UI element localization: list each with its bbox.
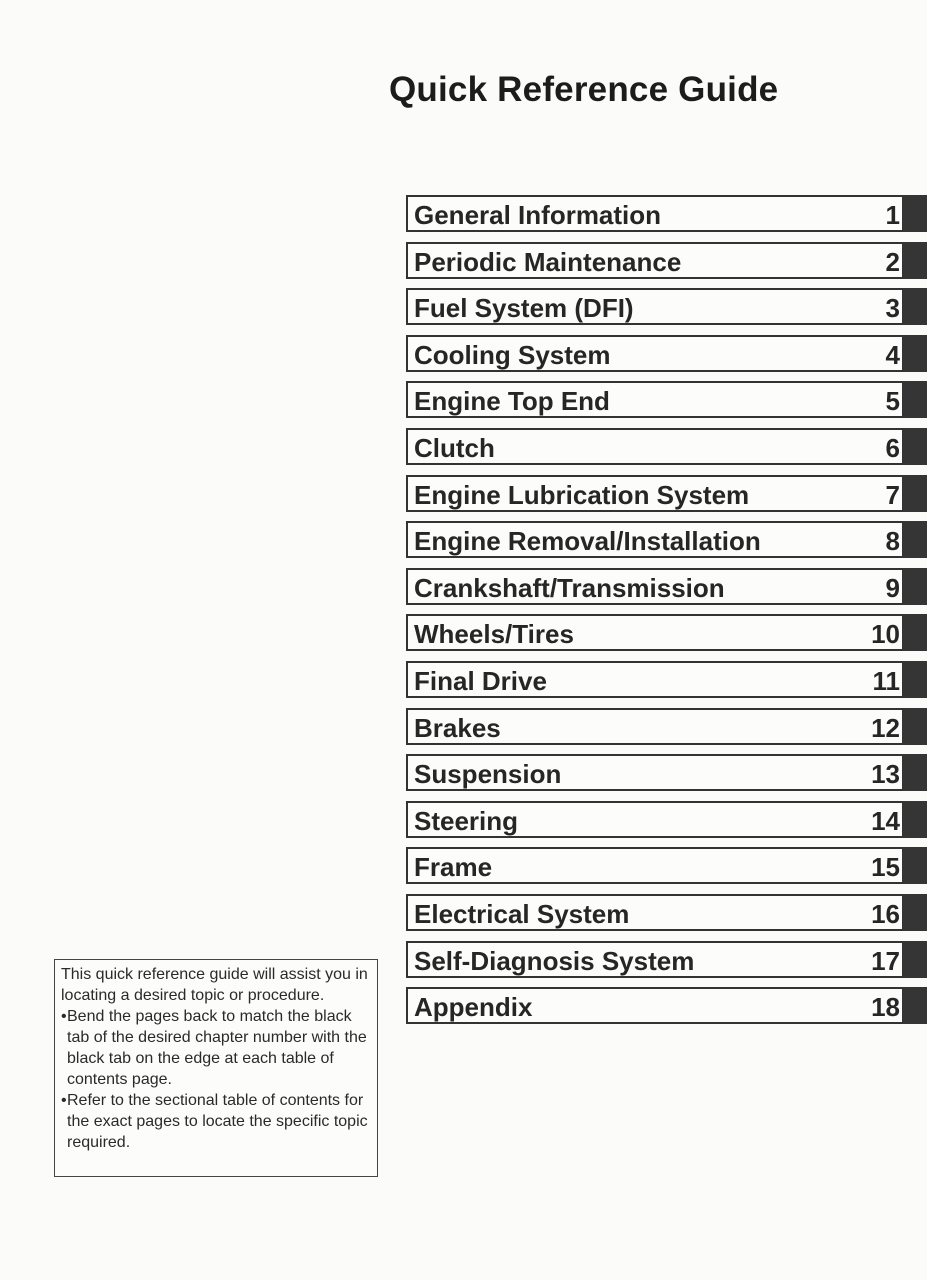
chapter-label: Suspension [414,759,562,790]
chapter-tab [903,894,927,931]
chapter-box [406,847,904,884]
chapter-number: 14 [871,805,900,836]
chapter-box [406,708,904,745]
chapter-tab [903,708,927,745]
chapter-row-brakes[interactable] [406,708,927,745]
chapter-label: Final Drive [414,666,547,696]
chapter-label: Wheels/Tires [414,619,574,650]
chapter-label: Periodic Maintenance [414,246,682,277]
chapter-row-general-information[interactable] [406,195,927,232]
chapter-tab [903,335,927,372]
chapter-row-suspension[interactable] [406,754,927,791]
chapter-box [406,195,904,232]
chapter-number: 6 [885,433,900,463]
chapter-number: 4 [885,339,900,370]
chapter-box [406,754,904,791]
chapter-tab [903,475,927,512]
note-bullet [61,1090,377,1153]
chapter-number: 15 [871,852,900,883]
chapter-label: Cooling System [414,339,611,370]
chapter-label: General Information [414,200,662,230]
chapter-label: Crankshaft/Transmission [414,572,725,603]
chapter-box [406,521,904,558]
chapter-tab [903,521,927,558]
note-intro: This quick reference guide will assist you in locating a desired topic or procedure. [61,966,368,1004]
chapter-row-clutch[interactable] [406,428,927,465]
chapter-tab [903,614,927,651]
chapter-tab [903,428,927,465]
chapter-number: 10 [871,619,900,650]
chapter-row-wheels-tires[interactable] [406,614,927,651]
chapter-label: Fuel System (DFI) [414,293,634,324]
chapter-row-engine-lubrication-system[interactable] [406,475,927,512]
chapter-number: 7 [885,479,900,510]
chapter-label: Steering [414,805,519,836]
chapter-box [406,614,904,651]
chapter-row-self-diagnosis-system[interactable] [406,941,927,978]
chapter-tab [903,568,927,605]
chapter-number: 13 [871,759,900,790]
chapter-tab [903,195,927,232]
note-bullet-text: Refer to the sectional table of contents for the exact pages to locate the specific topic required. [67,1092,368,1151]
chapter-label: Appendix [414,992,533,1023]
chapter-row-engine-top-end[interactable] [406,381,927,418]
chapter-row-electrical-system[interactable] [406,894,927,931]
chapter-box [406,568,904,605]
chapter-label: Engine Top End [414,386,610,417]
chapter-label: Self-Diagnosis System [414,945,695,976]
chapter-row-fuel-system[interactable] [406,288,927,325]
chapter-box [406,475,904,512]
chapter-tab [903,381,927,418]
chapter-label: Brakes [414,712,501,743]
chapter-number: 17 [871,945,900,976]
note-bullet-text: Bend the pages back to match the black tab of the desired chapter number with the black tab on the edge at each table of contents page. [67,1008,367,1088]
chapter-row-engine-removal-installation[interactable] [406,521,927,558]
chapter-row-cooling-system[interactable] [406,335,927,372]
chapter-box [406,941,904,978]
chapter-label: Electrical System [414,899,630,929]
chapter-label: Clutch [414,433,495,463]
chapter-number: 3 [885,293,900,324]
chapter-tab [903,801,927,838]
chapter-tab [903,987,927,1024]
chapter-row-appendix[interactable] [406,987,927,1024]
chapter-number: 11 [872,666,900,696]
chapter-number: 8 [885,526,900,557]
chapter-box [406,242,904,279]
chapter-number: 16 [871,899,900,929]
bullet-marker: • [61,1008,67,1025]
chapter-row-final-drive[interactable] [406,661,927,698]
chapter-number: 18 [871,992,900,1023]
chapter-label: Engine Removal/Installation [414,526,761,557]
chapter-tab [903,288,927,325]
chapter-row-frame[interactable] [406,847,927,884]
chapter-box [406,661,904,698]
bullet-marker: • [61,1092,67,1109]
chapter-label: Engine Lubrication System [414,479,750,510]
chapter-box [406,428,904,465]
chapter-number: 12 [871,712,900,743]
chapter-number: 5 [885,386,900,417]
chapter-tab [903,847,927,884]
chapter-row-crankshaft-transmission[interactable] [406,568,927,605]
chapter-box [406,381,904,418]
chapter-number: 9 [885,572,900,603]
chapter-number: 2 [885,246,900,277]
chapter-box [406,288,904,325]
chapter-number: 1 [885,200,900,230]
chapter-row-periodic-maintenance[interactable] [406,242,927,279]
chapter-box [406,894,904,931]
chapter-label: Frame [414,852,493,883]
chapter-box [406,335,904,372]
chapter-row-steering[interactable] [406,801,927,838]
chapter-tab [903,661,927,698]
instructions-note [54,959,378,1177]
chapter-box [406,987,904,1024]
chapter-box [406,801,904,838]
chapter-tab [903,754,927,791]
chapter-tab [903,242,927,279]
chapter-tab [903,941,927,978]
note-bullet [61,1006,377,1090]
page-title: Quick Reference Guide [389,70,779,109]
